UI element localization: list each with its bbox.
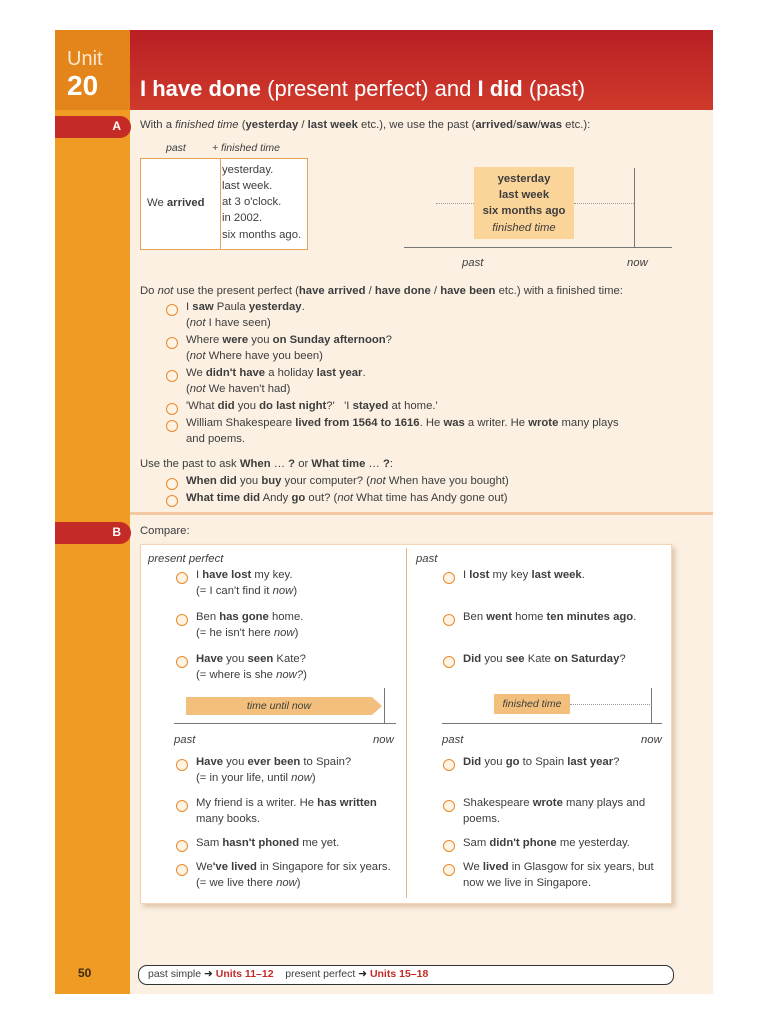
example-note: poems. <box>463 813 501 825</box>
bullet-icon <box>176 864 188 876</box>
example-sentence: We've lived in Singapore for six years. <box>196 861 391 873</box>
units-link[interactable]: Units 11–12 <box>215 968 274 980</box>
example-sentence: Where were you on Sunday afternoon? <box>186 334 392 346</box>
example-sentence: My friend is a writer. He has written <box>196 797 377 809</box>
finished-time-label: finished time <box>502 698 562 710</box>
bullet-icon <box>166 337 178 349</box>
example-sentence: I saw Paula yesterday. <box>186 301 305 313</box>
bullet-icon <box>166 304 178 316</box>
bullet-icon <box>166 420 178 432</box>
bullet-icon <box>176 656 188 668</box>
bullet-icon <box>443 572 455 584</box>
example-sentence: 'What did you do last night?' 'I stayed at home.' <box>186 400 438 412</box>
bullet-icon <box>176 800 188 812</box>
right-past-label: past <box>442 734 464 746</box>
left-past-label: past <box>174 734 196 746</box>
timeline-label: six months ago <box>482 205 566 217</box>
example-note: (= in your life, until now) <box>196 772 316 784</box>
section-a-tab: A <box>55 116 131 138</box>
example-sentence: Sam hasn't phoned me yet. <box>196 837 340 849</box>
unit-number: 20 <box>67 70 99 101</box>
table-left-cell: We arrived <box>147 197 205 209</box>
bullet-icon <box>443 656 455 668</box>
table-header-past: past <box>166 142 186 154</box>
timeline-axis <box>404 247 672 248</box>
example-sentence: We lived in Glasgow for six years, but <box>463 861 654 873</box>
example-sentence: Ben has gone home. <box>196 611 304 623</box>
table-row: last week. <box>222 180 273 192</box>
example-note: (not Where have you been) <box>186 350 323 362</box>
bullet-icon <box>176 840 188 852</box>
time-until-now-label: time until now <box>246 700 312 712</box>
bullet-icon <box>166 495 178 507</box>
example-sentence: Did you go to Spain last year? <box>463 756 620 768</box>
example-sentence: Have you ever been to Spain? <box>196 756 352 768</box>
timeline-now-label: now <box>627 257 648 269</box>
timeline-caption: finished time <box>492 222 556 234</box>
example-sentence: Ben went home ten minutes ago. <box>463 611 637 623</box>
table-row: at 3 o'clock. <box>222 196 282 208</box>
example-sentence: What time did Andy go out? (not What time has Andy gone out) <box>186 492 508 504</box>
right-now-label: now <box>641 734 662 746</box>
page-title: I have done (present perfect) and I did (past) <box>140 76 586 101</box>
timeline-dots-right <box>574 203 634 204</box>
unit-label: Unit <box>67 48 103 70</box>
do-not-rule: Do not use the present perfect (have arrived / have done / have been etc.) with a finished time: <box>140 285 623 297</box>
example-sentence: We didn't have a holiday last year. <box>186 367 366 379</box>
arrow-icon <box>372 697 382 715</box>
left-column-heading: present perfect <box>148 553 224 565</box>
left-now-label: now <box>373 734 394 746</box>
table-row: six months ago. <box>222 229 302 241</box>
example-note: (not We haven't had) <box>186 383 291 395</box>
table-header-finished: + finished time <box>212 142 280 154</box>
left-timeline-axis <box>174 723 396 724</box>
table-row: in 2002. <box>222 212 263 224</box>
example-sentence: Have you seen Kate? <box>196 653 306 665</box>
bullet-icon <box>443 614 455 626</box>
bullet-icon <box>443 759 455 771</box>
timeline-now-marker <box>634 168 635 248</box>
example-sentence: William Shakespeare lived from 1564 to 1616. He was a writer. He wrote many plays <box>186 417 619 429</box>
example-note: (= where is she now?) <box>196 669 307 681</box>
example-note: (= he isn't here now) <box>196 627 299 639</box>
example-sentence: I have lost my key. <box>196 569 293 581</box>
right-timeline-axis <box>442 723 662 724</box>
right-now-marker <box>651 688 652 724</box>
bullet-icon <box>166 403 178 415</box>
section-divider <box>130 512 713 515</box>
bullet-icon <box>166 478 178 490</box>
example-note: (not I have seen) <box>186 317 271 329</box>
left-now-marker <box>384 688 385 724</box>
section-a-intro: With a finished time (yesterday / last week etc.), we use the past (arrived/saw/was etc.): <box>140 119 591 131</box>
bullet-icon <box>176 572 188 584</box>
table-row: yesterday. <box>222 164 274 176</box>
right-column-heading: past <box>416 553 438 565</box>
example-note: now we live in Singapore. <box>463 877 592 889</box>
example-note: (= we live there now) <box>196 877 301 889</box>
timeline-dots <box>570 704 650 705</box>
timeline-dots-left <box>436 203 474 204</box>
units-link[interactable]: Units 15–18 <box>369 968 429 980</box>
bullet-icon <box>443 864 455 876</box>
bullet-icon <box>176 759 188 771</box>
bullet-icon <box>166 370 178 382</box>
bullet-icon <box>176 614 188 626</box>
example-sentence: When did you buy your computer? (not When have you bought) <box>186 475 509 487</box>
timeline-label: yesterday <box>497 173 551 185</box>
compare-divider <box>406 548 407 898</box>
example-note: and poems. <box>186 433 246 445</box>
bullet-icon <box>443 800 455 812</box>
example-note: many books. <box>196 813 261 825</box>
bullet-icon <box>443 840 455 852</box>
timeline-past-label: past <box>462 257 484 269</box>
example-note: (= I can't find it now) <box>196 585 298 597</box>
title-bar <box>130 30 713 110</box>
page-number: 50 <box>78 966 92 980</box>
example-sentence: Shakespeare wrote many plays and <box>463 797 646 809</box>
left-margin-strip <box>55 30 130 994</box>
compare-label: Compare: <box>140 525 190 537</box>
use-past-rule: Use the past to ask When … ? or What time … ?: <box>140 458 394 470</box>
example-sentence: Did you see Kate on Saturday? <box>463 653 626 665</box>
example-sentence: Sam didn't phone me yesterday. <box>463 837 630 849</box>
example-sentence: I lost my key last week. <box>463 569 585 581</box>
section-b-tab: B <box>55 522 131 544</box>
timeline-label: last week <box>498 189 550 201</box>
cross-reference: past simple ➜ Units 11–12 present perfect ➜ Units 15–18 <box>148 968 429 980</box>
unit-box <box>55 30 130 110</box>
